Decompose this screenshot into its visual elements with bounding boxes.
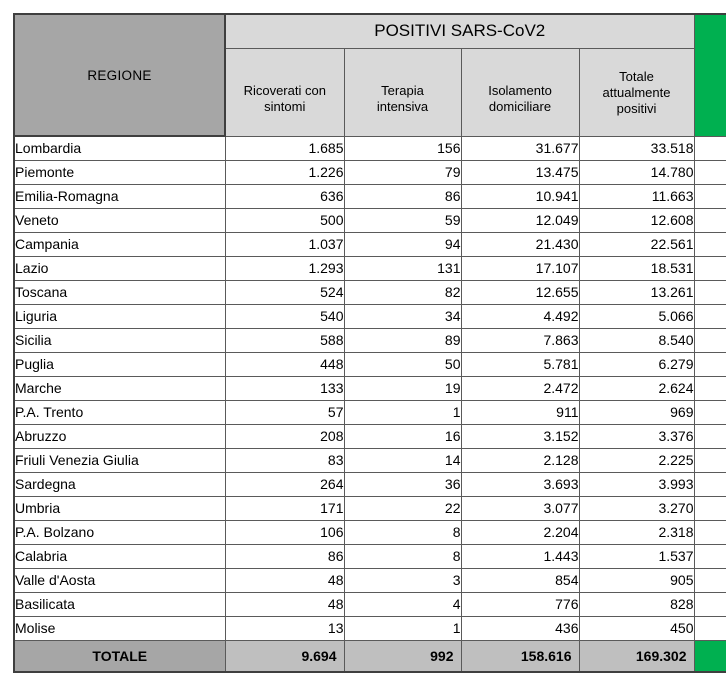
cell-terapia-intensiva: 4 [344,592,461,616]
table-row [14,424,726,448]
cell-isolamento-domiciliare: 2.128 [461,448,579,472]
cell-totale-attualmente-positivi: 2.318 [579,520,694,544]
cell-totale-attualmente-positivi: 22.561 [579,232,694,256]
cell-totale-attualmente-positivi: 828 [579,592,694,616]
cell-regione: Sardegna [14,472,225,496]
cell-isolamento-domiciliare: 12.655 [461,280,579,304]
cell-ricoverati-con-sintomi: 13 [225,616,344,640]
cell-isolamento-domiciliare: 4.492 [461,304,579,328]
cell-regione: Abruzzo [14,424,225,448]
cell-terapia-intensiva: 131 [344,256,461,280]
cell-regione: P.A. Trento [14,400,225,424]
cell-terapia-intensiva: 14 [344,448,461,472]
column-header-line-1: Isolamento [488,83,552,98]
cell-terapia-intensiva: 59 [344,208,461,232]
cell-isolamento-domiciliare: 7.863 [461,328,579,352]
column-header-regione: REGIONE [14,14,225,136]
cell-regione: Lazio [14,256,225,280]
table-row [14,520,726,544]
clipped-extra-cell [694,496,726,520]
column-header-line-2: domiciliare [488,99,552,114]
cell-ricoverati-con-sintomi: 171 [225,496,344,520]
cell-ricoverati-con-sintomi: 48 [225,592,344,616]
cell-regione: Toscana [14,280,225,304]
cell-terapia-intensiva: 34 [344,304,461,328]
cell-regione: Molise [14,616,225,640]
cell-regione: Lombardia [14,136,225,160]
cell-totale-attualmente-positivi: 13.261 [579,280,694,304]
cell-regione: Piemonte [14,160,225,184]
cell-isolamento-domiciliare: 1.443 [461,544,579,568]
cell-totale-attualmente-positivi: 3.993 [579,472,694,496]
table-row [14,136,726,160]
cell-totale-attualmente-positivi: 11.663 [579,184,694,208]
table-row [14,256,726,280]
clipped-extra-cell [694,568,726,592]
covid-regions-table-container [13,13,726,664]
cell-regione: Calabria [14,544,225,568]
cell-isolamento-domiciliare: 21.430 [461,232,579,256]
cell-isolamento-domiciliare: 854 [461,568,579,592]
cell-totale-attualmente-positivi: 8.540 [579,328,694,352]
total-cell-terapia-intensiva: 992 [344,640,461,672]
cell-ricoverati-con-sintomi: 208 [225,424,344,448]
clipped-extra-cell [694,304,726,328]
cell-ricoverati-con-sintomi: 57 [225,400,344,424]
clipped-extra-cell [694,328,726,352]
table-row [14,592,726,616]
column-header-line-2: attualmente [602,85,671,100]
total-cell-isolamento-domiciliare: 158.616 [461,640,579,672]
cell-ricoverati-con-sintomi: 1.037 [225,232,344,256]
cell-regione: Friuli Venezia Giulia [14,448,225,472]
clipped-extra-cell [694,424,726,448]
clipped-extra-cell [694,616,726,640]
clipped-extra-cell [694,592,726,616]
cell-isolamento-domiciliare: 2.472 [461,376,579,400]
cell-ricoverati-con-sintomi: 86 [225,544,344,568]
cell-ricoverati-con-sintomi: 133 [225,376,344,400]
cell-totale-attualmente-positivi: 33.518 [579,136,694,160]
cell-isolamento-domiciliare: 776 [461,592,579,616]
table-row [14,208,726,232]
cell-ricoverati-con-sintomi: 540 [225,304,344,328]
cell-isolamento-domiciliare: 3.077 [461,496,579,520]
column-header-isolamento-domiciliare [461,48,579,136]
table-body [14,136,726,672]
column-header-line-1: Ricoverati con [243,83,326,98]
cell-ricoverati-con-sintomi: 524 [225,280,344,304]
cell-ricoverati-con-sintomi: 1.685 [225,136,344,160]
cell-ricoverati-con-sintomi: 500 [225,208,344,232]
table-total-row [14,640,726,672]
cell-ricoverati-con-sintomi: 1.293 [225,256,344,280]
cell-terapia-intensiva: 16 [344,424,461,448]
covid-regions-table [13,13,726,673]
cell-isolamento-domiciliare: 13.475 [461,160,579,184]
cell-totale-attualmente-positivi: 1.537 [579,544,694,568]
accent-green-header-cell [694,14,726,136]
cell-totale-attualmente-positivi: 5.066 [579,304,694,328]
cell-isolamento-domiciliare: 31.677 [461,136,579,160]
cell-terapia-intensiva: 36 [344,472,461,496]
column-header-line-1: Terapia [381,83,424,98]
cell-ricoverati-con-sintomi: 448 [225,352,344,376]
cell-terapia-intensiva: 8 [344,520,461,544]
cell-totale-attualmente-positivi: 3.376 [579,424,694,448]
table-row [14,352,726,376]
cell-totale-attualmente-positivi: 2.624 [579,376,694,400]
column-header-ricoverati-con-sintomi [225,48,344,136]
clipped-extra-cell [694,520,726,544]
cell-ricoverati-con-sintomi: 1.226 [225,160,344,184]
table-row [14,304,726,328]
cell-ricoverati-con-sintomi: 264 [225,472,344,496]
cell-regione: Marche [14,376,225,400]
cell-regione: Veneto [14,208,225,232]
column-header-line-3: positivi [616,101,657,116]
table-row [14,232,726,256]
column-header-totale-attualmente-positivi [579,48,694,136]
cell-terapia-intensiva: 19 [344,376,461,400]
clipped-extra-cell [694,352,726,376]
cell-regione: Umbria [14,496,225,520]
cell-totale-attualmente-positivi: 2.225 [579,448,694,472]
table-header [14,14,726,136]
cell-isolamento-domiciliare: 5.781 [461,352,579,376]
cell-terapia-intensiva: 1 [344,616,461,640]
cell-terapia-intensiva: 94 [344,232,461,256]
cell-terapia-intensiva: 89 [344,328,461,352]
cell-regione: Basilicata [14,592,225,616]
cell-terapia-intensiva: 86 [344,184,461,208]
cell-regione: Liguria [14,304,225,328]
clipped-extra-cell [694,184,726,208]
cell-ricoverati-con-sintomi: 588 [225,328,344,352]
cell-totale-attualmente-positivi: 6.279 [579,352,694,376]
cell-isolamento-domiciliare: 436 [461,616,579,640]
clipped-extra-cell [694,232,726,256]
cell-totale-attualmente-positivi: 14.780 [579,160,694,184]
clipped-extra-cell [694,136,726,160]
table-row [14,280,726,304]
clipped-extra-cell [694,280,726,304]
cell-isolamento-domiciliare: 12.049 [461,208,579,232]
cell-isolamento-domiciliare: 3.152 [461,424,579,448]
cell-totale-attualmente-positivi: 969 [579,400,694,424]
header-row-group [14,14,726,48]
cell-isolamento-domiciliare: 911 [461,400,579,424]
table-row [14,376,726,400]
cell-terapia-intensiva: 3 [344,568,461,592]
clipped-extra-cell [694,376,726,400]
cell-totale-attualmente-positivi: 450 [579,616,694,640]
cell-terapia-intensiva: 8 [344,544,461,568]
total-cell-totale-attualmente-positivi: 169.302 [579,640,694,672]
total-cell-ricoverati-con-sintomi: 9.694 [225,640,344,672]
table-row [14,472,726,496]
cell-totale-attualmente-positivi: 3.270 [579,496,694,520]
cell-terapia-intensiva: 156 [344,136,461,160]
table-row [14,448,726,472]
cell-regione: Sicilia [14,328,225,352]
cell-ricoverati-con-sintomi: 48 [225,568,344,592]
cell-totale-attualmente-positivi: 18.531 [579,256,694,280]
column-group-header-positivi: POSITIVI SARS-CoV2 [225,14,694,48]
accent-green-total-cell [694,640,726,672]
cell-terapia-intensiva: 50 [344,352,461,376]
clipped-extra-cell [694,400,726,424]
cell-terapia-intensiva: 82 [344,280,461,304]
table-row [14,400,726,424]
cell-totale-attualmente-positivi: 12.608 [579,208,694,232]
cell-regione: Campania [14,232,225,256]
clipped-extra-cell [694,544,726,568]
table-row [14,184,726,208]
cell-regione: P.A. Bolzano [14,520,225,544]
cell-isolamento-domiciliare: 2.204 [461,520,579,544]
cell-ricoverati-con-sintomi: 106 [225,520,344,544]
cell-ricoverati-con-sintomi: 83 [225,448,344,472]
table-row [14,616,726,640]
clipped-extra-cell [694,448,726,472]
table-row [14,544,726,568]
cell-isolamento-domiciliare: 3.693 [461,472,579,496]
column-header-terapia-intensiva [344,48,461,136]
cell-isolamento-domiciliare: 10.941 [461,184,579,208]
cell-totale-attualmente-positivi: 905 [579,568,694,592]
table-row [14,328,726,352]
cell-regione: Valle d'Aosta [14,568,225,592]
clipped-extra-cell [694,472,726,496]
clipped-extra-cell [694,208,726,232]
cell-terapia-intensiva: 22 [344,496,461,520]
cell-regione: Puglia [14,352,225,376]
cell-regione: Emilia-Romagna [14,184,225,208]
clipped-extra-cell [694,160,726,184]
table-row [14,568,726,592]
column-header-line-1: Totale [619,69,654,84]
column-header-line-2: intensiva [376,99,429,114]
total-row-label: TOTALE [14,640,225,672]
clipped-extra-cell [694,256,726,280]
cell-isolamento-domiciliare: 17.107 [461,256,579,280]
table-row [14,160,726,184]
column-header-line-2: sintomi [264,99,306,114]
cell-terapia-intensiva: 1 [344,400,461,424]
cell-terapia-intensiva: 79 [344,160,461,184]
cell-ricoverati-con-sintomi: 636 [225,184,344,208]
table-row [14,496,726,520]
